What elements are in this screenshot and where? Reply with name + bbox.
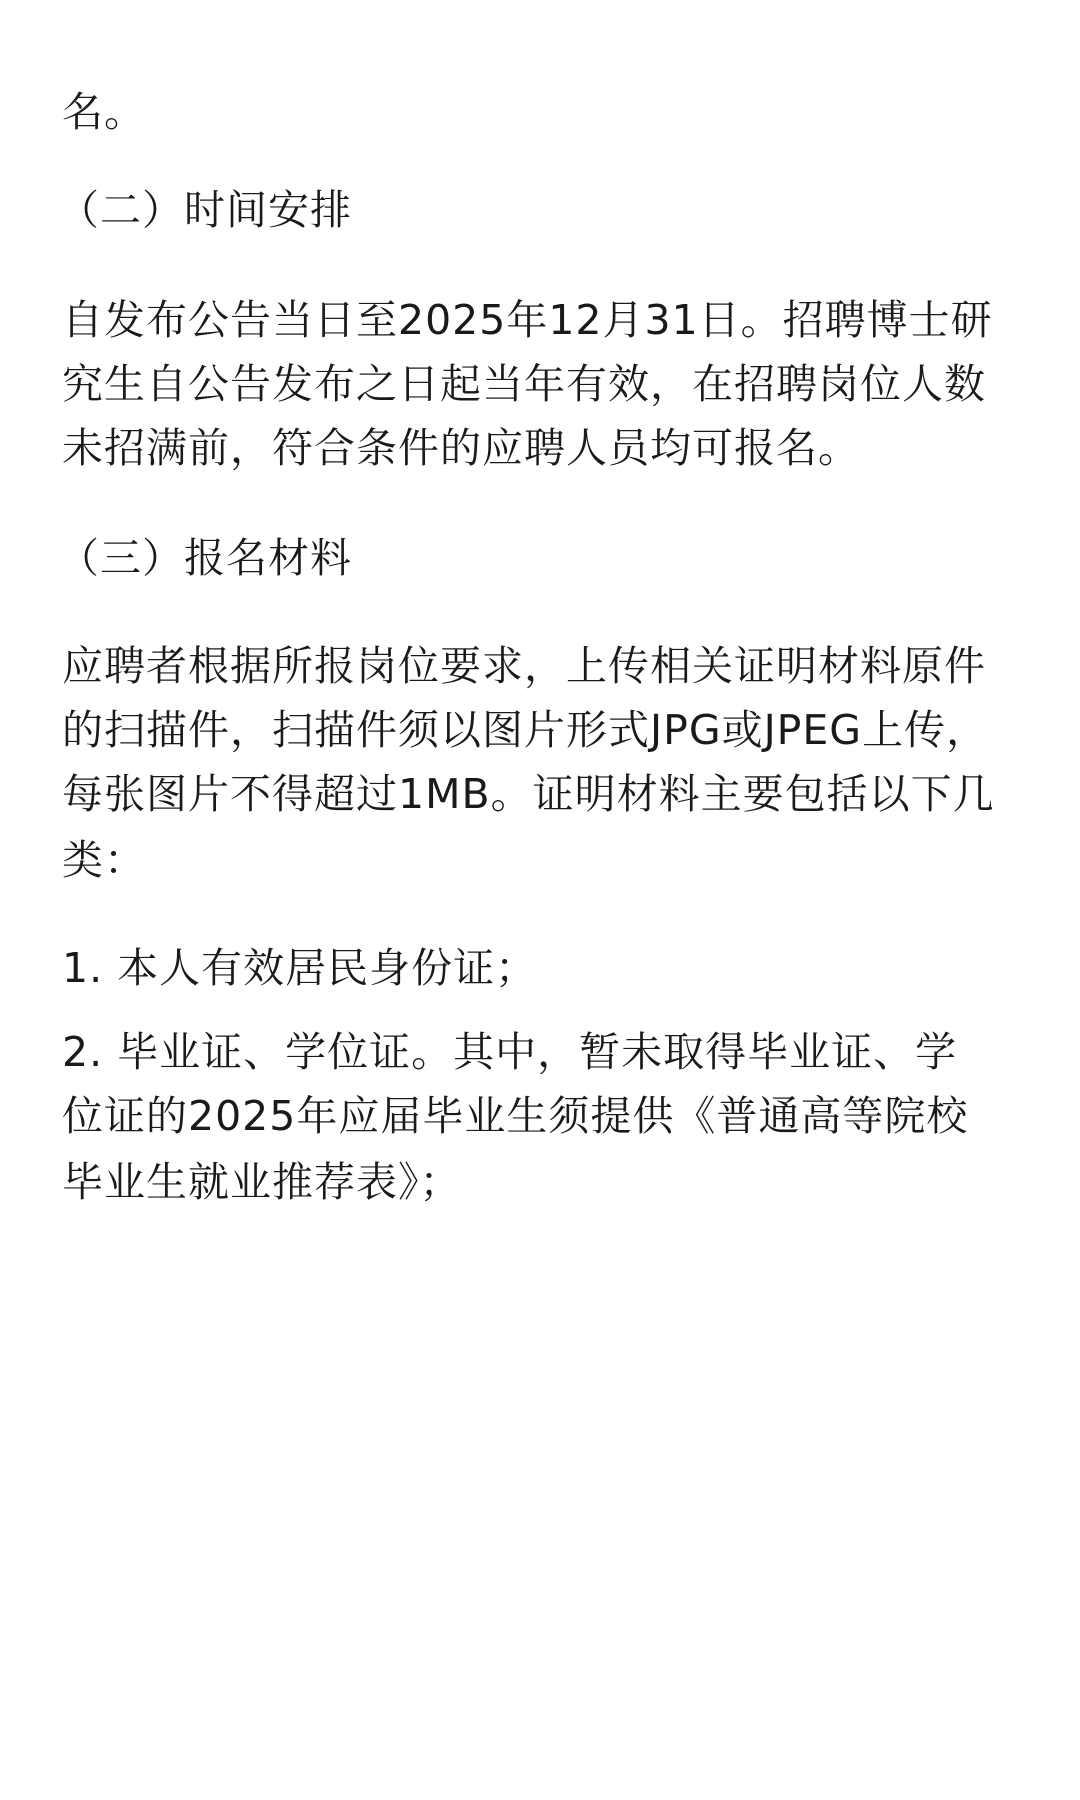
list-item-2-line-2: 位证的2025年应届毕业生须提供《普通高等院校 xyxy=(62,1092,969,1140)
list-item-1: 1. 本人有效居民身份证； xyxy=(62,944,538,992)
paragraph-schedule-line-2: 究生自公告发布之日起当年有效，在招聘岗位人数 xyxy=(62,360,986,408)
paragraph-materials-line-4: 类： xyxy=(62,836,146,884)
list-item-2-line-3: 毕业生就业推荐表》； xyxy=(62,1158,462,1206)
paragraph-materials-line-3: 每张图片不得超过1MB。证明材料主要包括以下几 xyxy=(62,770,995,818)
paragraph-continuation-line: 名。 xyxy=(62,88,146,136)
paragraph-schedule-line-1: 自发布公告当日至2025年12月31日。招聘博士研 xyxy=(62,296,993,344)
section-heading-application-materials: （三）报名材料 xyxy=(58,534,352,582)
section-heading-time-schedule: （二）时间安排 xyxy=(58,186,352,234)
paragraph-materials-line-1: 应聘者根据所报岗位要求，上传相关证明材料原件 xyxy=(62,642,986,690)
list-item-2-line-1: 2. 毕业证、学位证。其中，暂未取得毕业证、学 xyxy=(62,1028,958,1076)
paragraph-schedule-line-3: 未招满前，符合条件的应聘人员均可报名。 xyxy=(62,424,860,472)
paragraph-materials-line-2: 的扫描件，扫描件须以图片形式JPG或JPEG上传， xyxy=(62,706,989,754)
